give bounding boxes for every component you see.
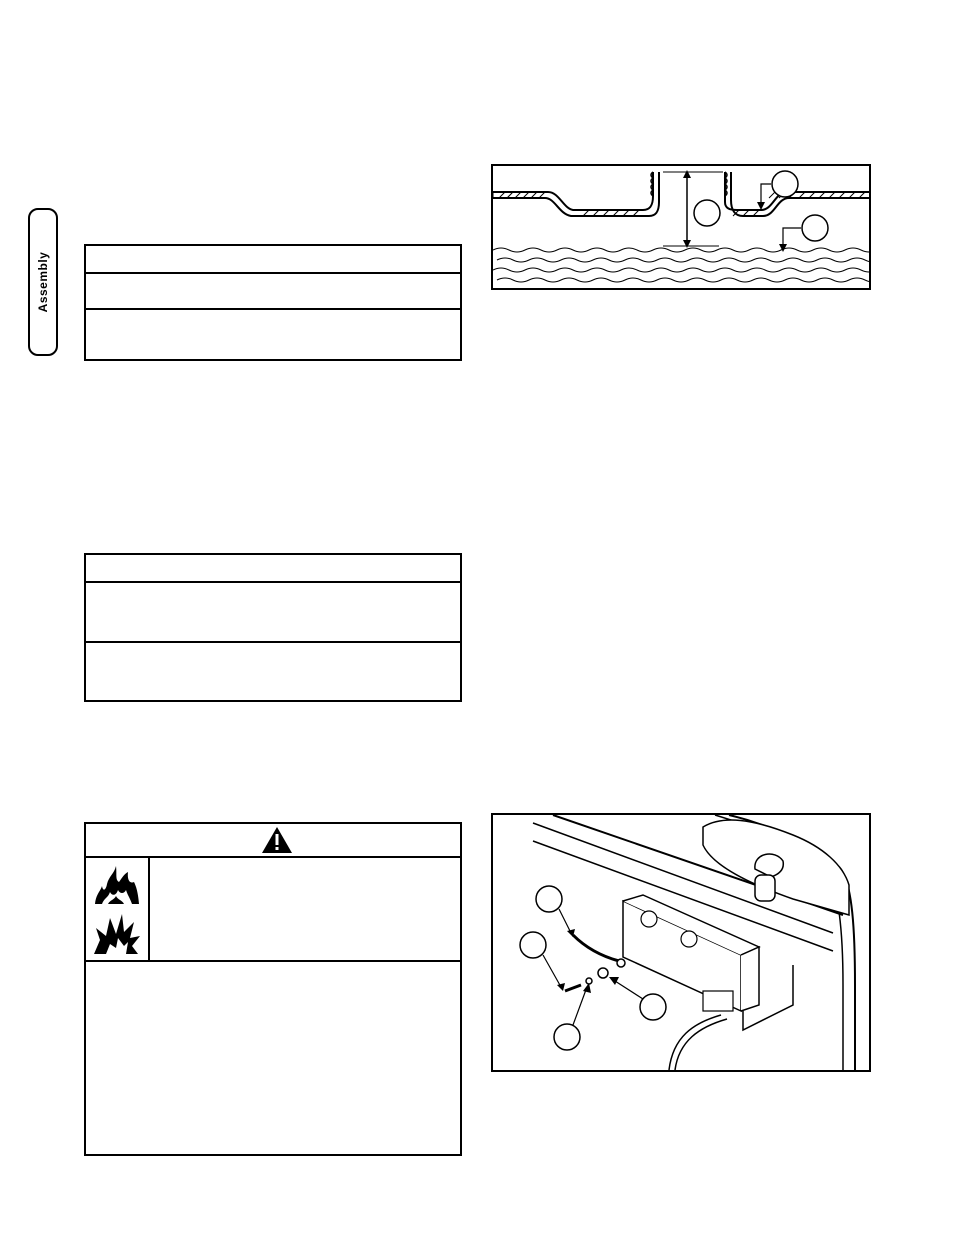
oil-fill-cross-section-figure (491, 164, 871, 290)
explosion-hazard-icon (92, 912, 142, 956)
hazard-icons (86, 858, 150, 960)
section-tab-label: Assembly (36, 251, 50, 313)
callout-circle (640, 994, 666, 1020)
info-table-2-row-2 (86, 643, 460, 700)
callout-circle (520, 932, 546, 958)
callout-circle (694, 200, 720, 226)
ground-connection-diagram (493, 815, 869, 1070)
fire-hazard-icon (92, 862, 142, 906)
info-table-2-header (86, 555, 460, 583)
warning-triangle-icon (260, 825, 294, 855)
info-table-1-row-1 (86, 274, 460, 310)
info-table-1-row-2 (86, 310, 460, 359)
info-table-1-header (86, 246, 460, 274)
oil-fill-diagram (493, 166, 869, 288)
warning-hazard-section (86, 858, 460, 962)
warning-header (86, 824, 460, 858)
warning-instructions (86, 962, 460, 1158)
warning-box (84, 822, 462, 1156)
info-table-2 (84, 553, 462, 702)
callout-circle (802, 215, 828, 241)
warning-hazard-text (150, 858, 460, 960)
callout-circle (772, 171, 798, 197)
ground-connection-figure (491, 813, 871, 1072)
callout-circle (554, 1024, 580, 1050)
info-table-1 (84, 244, 462, 361)
info-table-2-row-1 (86, 583, 460, 643)
section-tab-assembly (28, 208, 58, 356)
callout-circle (536, 886, 562, 912)
